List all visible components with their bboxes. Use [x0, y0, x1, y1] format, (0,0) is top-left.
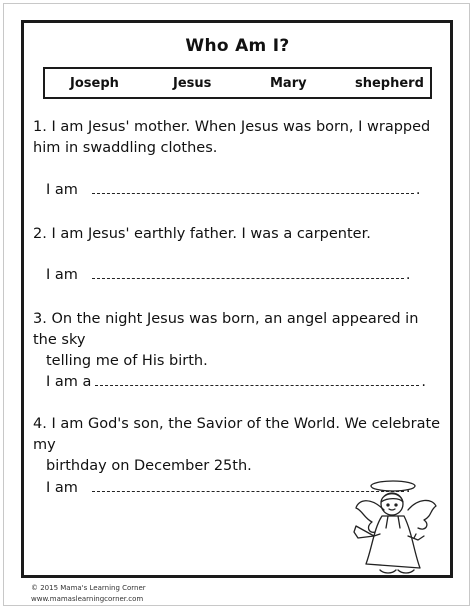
question-number: 1. [33, 119, 47, 135]
copyright-text: © 2015 Mama's Learning Corner [31, 584, 146, 592]
answer-line-4: I am . [46, 477, 446, 496]
question-text-continued: him in swaddling clothes. [33, 140, 218, 156]
question-text: I am God's son, the Savior of the World. We celebrate my [33, 416, 441, 453]
answer-line-1: I am . [46, 179, 446, 198]
answer-prefix: I am [46, 182, 78, 198]
answer-blank[interactable] [92, 264, 404, 279]
word-bank [43, 67, 432, 99]
angel-trumpet-icon [352, 478, 442, 574]
answer-line-2: I am . [46, 264, 446, 283]
question-text-continued: telling me of His birth. [46, 353, 208, 369]
question-2 [33, 224, 443, 245]
answer-blank[interactable] [95, 371, 419, 386]
answer-prefix: I am a [46, 374, 92, 390]
website-link[interactable]: www.mamaslearningcorner.com [31, 595, 144, 603]
question-number: 4. [33, 416, 47, 432]
answer-prefix: I am [46, 267, 78, 283]
question-text-continued: birthday on December 25th. [46, 458, 252, 474]
word-bank-item-joseph: Joseph [70, 76, 119, 91]
question-4 [33, 414, 443, 477]
question-3 [33, 309, 443, 372]
question-number: 2. [33, 226, 47, 242]
question-text: On the night Jesus was born, an angel appeared in the sky [33, 311, 419, 348]
answer-line-3: I am a . [46, 371, 446, 390]
question-1 [33, 117, 443, 159]
worksheet-title: Who Am I? [185, 36, 290, 56]
question-text: I am Jesus' earthly father. I was a carpenter. [51, 226, 371, 242]
answer-prefix: I am [46, 480, 78, 496]
question-number: 3. [33, 311, 47, 327]
word-bank-item-mary: Mary [270, 76, 307, 91]
answer-blank[interactable] [92, 179, 414, 194]
question-text: I am Jesus' mother. When Jesus was born, I wrapped [51, 119, 431, 135]
word-bank-item-shepherd: shepherd [355, 76, 424, 91]
word-bank-item-jesus: Jesus [173, 76, 212, 91]
